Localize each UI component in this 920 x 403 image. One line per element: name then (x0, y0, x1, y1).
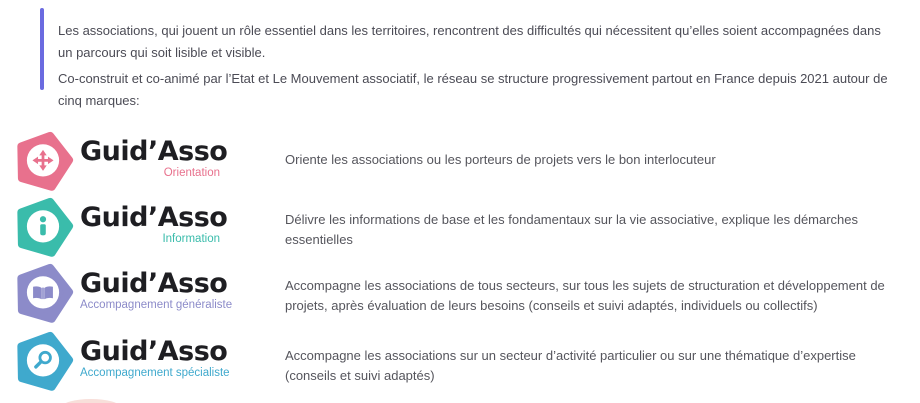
brand-row-information (0, 196, 920, 260)
brand-description: Oriente les associations ou les porteurs de projets vers le bon interlocuteur (285, 152, 716, 167)
brand-subtitle: Accompagnement spécialiste (80, 367, 230, 379)
brand-logo (80, 136, 228, 180)
brand-row-accompagnement-specialiste (0, 330, 920, 394)
magnifier-icon (12, 330, 74, 392)
brand-wordmark: Guid’Asso (80, 202, 228, 233)
brand-subtitle: Accompagnement généraliste (80, 299, 233, 311)
brand-description: Accompagne les associations de tous secteurs, sur tous les sujets de structuration et développement de projets, après évaluation de leurs besoins (conseils et suivi adaptés, individuels ou collectifs) (285, 278, 885, 313)
brand-logo (80, 202, 228, 246)
fifth-badge-partial (62, 399, 120, 403)
brand-wordmark: Guid’Asso (80, 268, 228, 299)
intro-paragraph-2: Co-construit et co-animé par l’Etat et Le Mouvement associatif, le réseau se structure progressivement partout en France depuis 2021 autour de cinq marques: (58, 71, 888, 108)
brand-description: Accompagne les associations sur un secteur d’activité particulier ou sur une thématique d’expertise (conseils et suivi adaptés) (285, 348, 856, 383)
accent-bar (40, 8, 44, 90)
brand-wordmark: Guid’Asso (80, 336, 228, 367)
brand-row-accompagnement-generaliste (0, 262, 920, 326)
brand-logo (80, 268, 233, 312)
brand-row-orientation (0, 130, 920, 194)
brand-subtitle: Orientation (163, 167, 220, 179)
brand-description: Délivre les informations de base et les fondamentaux sur la vie associative, explique les démarches essentielles (285, 212, 859, 247)
brand-subtitle: Information (162, 233, 220, 245)
info-icon (12, 196, 74, 258)
intro-paragraph-1: Les associations, qui jouent un rôle essentiel dans les territoires, rencontrent des difficultés qui nécessitent qu’elles soient accompagnées dans un parcours qui soit lisible et visible. (58, 23, 881, 60)
brand-wordmark: Guid’Asso (80, 136, 228, 167)
open-book-icon (12, 262, 74, 324)
brand-logo (80, 336, 230, 380)
compass-arrows-icon (12, 130, 74, 192)
